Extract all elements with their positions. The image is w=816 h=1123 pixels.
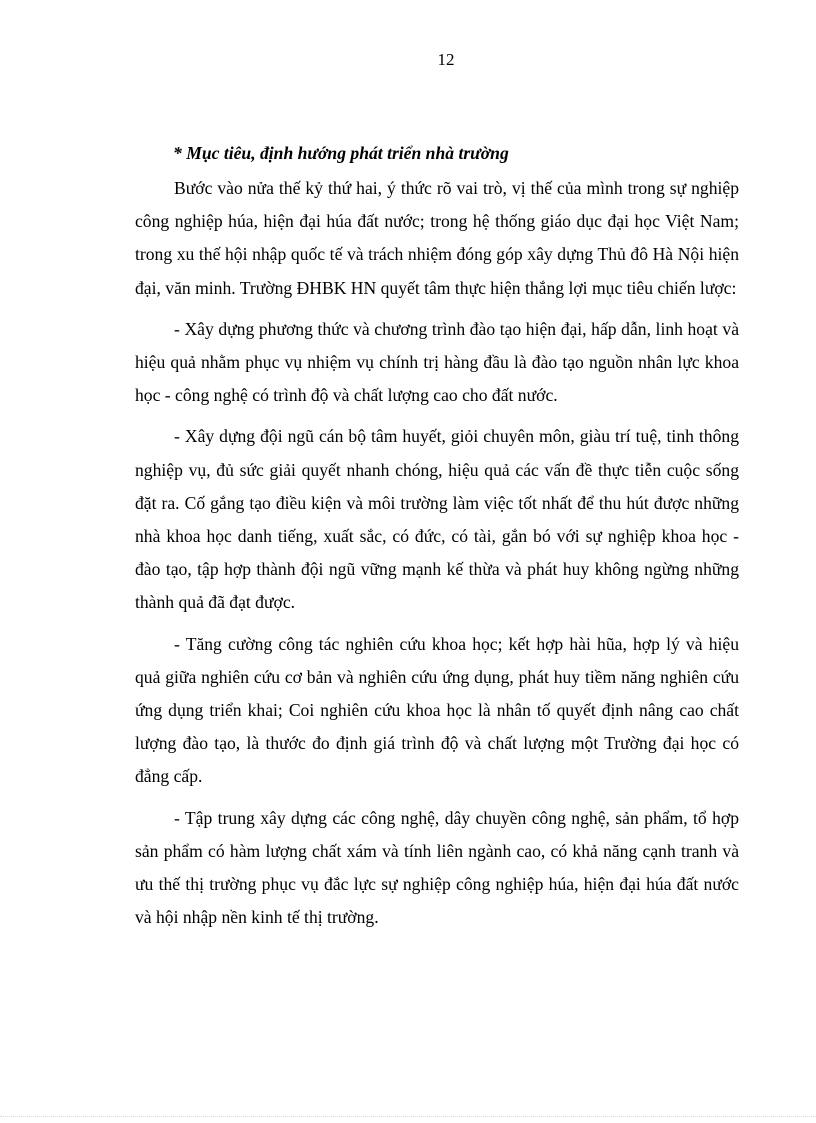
page-body [135, 139, 739, 934]
section-heading: * Mục tiêu, định hướng phát triển nhà trường [173, 143, 509, 163]
paragraph-intro: Bước vào nửa thế kỷ thứ hai, ý thức rõ vai trò, vị thế của mình trong sự nghiệp công nghiệp húa, hiện đại húa đất nước; trong hệ thống giáo dục đại học Việt Nam; trong xu thế hội nhập quốc tế và trách nhiệm đóng góp xây dựng Thủ đô Hà Nội hiện đại, văn minh. Trường ĐHBK HN quyết tâm thực hiện thắng lợi mục tiêu chiến lược: [135, 178, 739, 298]
page-number-text: 12 [437, 50, 455, 69]
paragraph-training-goal: - Xây dựng phương thức và chương trình đào tạo hiện đại, hấp dẫn, linh hoạt và hiệu quả nhằm phục vụ nhiệm vụ chính trị hàng đầu là đào tạo nguồn nhân lực khoa học - công nghệ có trình độ và chất lượng cao cho đất nước. [135, 318, 739, 406]
paragraph-research-goal: - Tăng cường công tác nghiên cứu khoa học; kết hợp hài hũa, hợp lý và hiệu quả giữa nghiên cứu cơ bản và nghiên cứu ứng dụng, phát huy tiềm năng nghiên cứu ứng dụng triển khai; Coi nghiên cứu khoa học là nhân tố quyết định nâng cao chất lượng đào tạo, là thước đo định giá trình độ và chất lượng một Trường đại học có đẳng cấp. [135, 633, 739, 787]
paragraph-technology-goal: - Tập trung xây dựng các công nghệ, dây chuyền công nghệ, sản phẩm, tổ hợp sản phẩm có hàm lượng chất xám và tính liên ngành cao, có khả năng cạnh tranh và ưu thế thị trường phục vụ đắc lực sự nghiệp công nghiệp húa, hiện đại húa đất nước và hội nhập nền kinh tế thị trường. [135, 807, 739, 928]
paragraph-staff-goal: - Xây dựng đội ngũ cán bộ tâm huyết, giỏi chuyên môn, giàu trí tuệ, tinh thông nghiệp vụ, đủ sức giải quyết nhanh chóng, hiệu quả các vấn đề thực tiễn cuộc sống đặt ra. Cố gắng tạo điều kiện và môi trường làm việc tốt nhất để thu hút được những nhà khoa học danh tiếng, xuất sắc, có đức, có tài, gắn bó với sự nghiệp khoa học - đào tạo, tập hợp thành đội ngũ vững mạnh kế thừa và phát huy không ngừng những thành quả đã đạt được. [135, 426, 739, 613]
page-number [0, 50, 816, 70]
page-bottom-divider [0, 1116, 816, 1117]
